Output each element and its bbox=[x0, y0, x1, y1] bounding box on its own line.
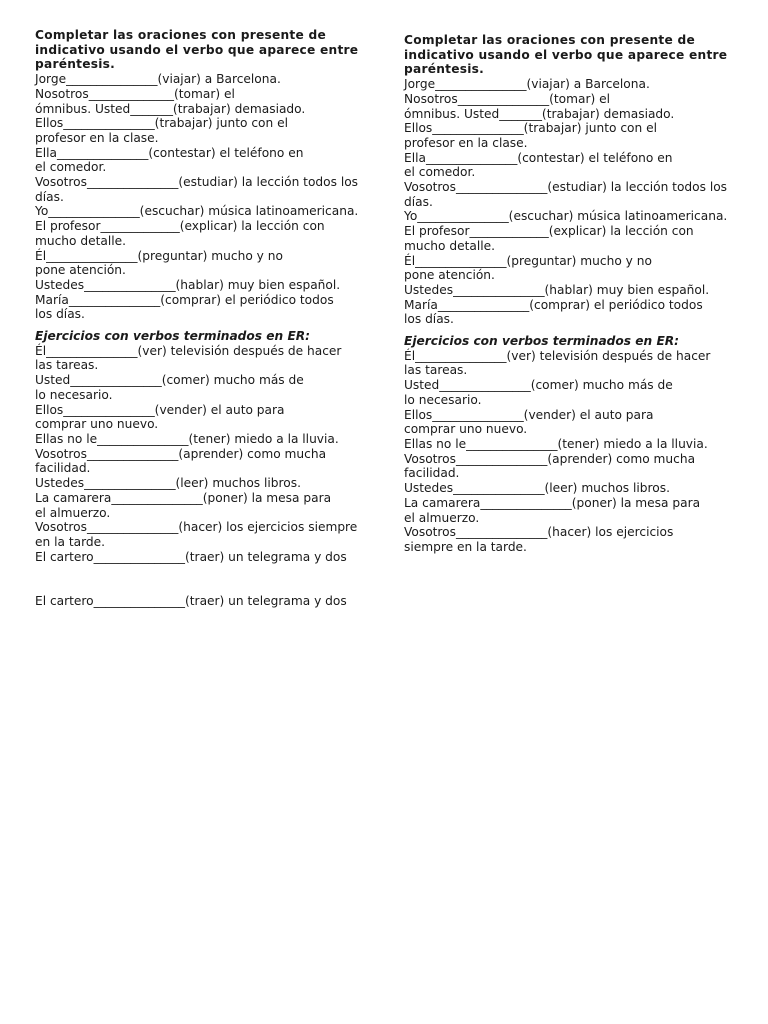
exercise-line: La camarera_______________(poner) la mesa para bbox=[35, 490, 332, 505]
exercise-line: facilidad. bbox=[404, 466, 460, 481]
exercise-line: facilidad. bbox=[35, 461, 91, 476]
exercise-line: El profesor_____________(explicar) la lección con bbox=[404, 224, 694, 239]
exercise-line: Él_______________(ver) televisión después de hacer bbox=[35, 343, 342, 358]
exercise-line: los días. bbox=[35, 307, 85, 322]
exercise-line: profesor en la clase. bbox=[404, 135, 528, 150]
exercise-line: ómnibus. Usted_______(trabajar) demasiado. bbox=[35, 101, 306, 116]
exercise-line: Él_______________(ver) televisión después de hacer bbox=[404, 348, 711, 363]
exercise-line: Él_______________(preguntar) mucho y no bbox=[35, 248, 283, 263]
exercise-line: mucho detalle. bbox=[35, 233, 126, 248]
exercise-line: el almuerzo. bbox=[404, 510, 480, 525]
exercise-line: Vosotros_______________(estudiar) la lección todos los bbox=[404, 180, 728, 195]
exercise-line: Ellos_______________(vender) el auto para bbox=[35, 402, 285, 417]
exercise-line: pone atención. bbox=[35, 263, 126, 278]
exercise-line: días. bbox=[35, 189, 64, 204]
exercise-line: en la tarde. bbox=[35, 534, 105, 549]
exercise-line: profesor en la clase. bbox=[35, 130, 159, 145]
exercise-list-ar bbox=[404, 77, 742, 327]
exercise-line: Vosotros_______________(hacer) los ejercicios siempre bbox=[35, 520, 358, 535]
exercise-line: El profesor_____________(explicar) la lección con bbox=[35, 219, 325, 234]
exercise-line: lo necesario. bbox=[35, 387, 113, 402]
exercise-line: Vosotros_______________(aprender) como mucha bbox=[35, 446, 327, 461]
exercise-line: Usted_______________(comer) mucho más de bbox=[404, 378, 673, 393]
instructions-heading: Completar las oraciones con presente de indicativo usando el verbo que aparece entre paréntesis. bbox=[404, 33, 728, 77]
exercise-line: ómnibus. Usted_______(trabajar) demasiado. bbox=[404, 106, 675, 121]
worksheet-column-right bbox=[404, 33, 742, 555]
exercise-line: Él_______________(preguntar) mucho y no bbox=[404, 253, 652, 268]
exercise-line: Vosotros_______________(aprender) como mucha bbox=[404, 451, 696, 466]
exercise-line: las tareas. bbox=[404, 363, 468, 378]
exercise-line-trailing: El cartero_______________(traer) un telegrama y dos bbox=[35, 594, 347, 609]
exercise-line: las tareas. bbox=[35, 358, 99, 373]
exercise-line: Ustedes_______________(leer) muchos libros. bbox=[35, 476, 301, 491]
exercise-line: Ustedes_______________(leer) muchos libros. bbox=[404, 481, 670, 496]
worksheet-column-left bbox=[35, 28, 373, 609]
exercise-line: los días. bbox=[404, 312, 454, 327]
er-verbs-heading: Ejercicios con verbos terminados en ER: bbox=[404, 334, 680, 349]
exercise-list-er bbox=[404, 349, 742, 555]
exercise-line: Ellas no le_______________(tener) miedo a la lluvia. bbox=[404, 436, 708, 451]
exercise-line: comprar uno nuevo. bbox=[35, 417, 159, 432]
spacer bbox=[35, 564, 373, 594]
exercise-line: Jorge_______________(viajar) a Barcelona. bbox=[404, 77, 650, 92]
exercise-line: Ellas no le_______________(tener) miedo a la lluvia. bbox=[35, 431, 339, 446]
instructions-heading: Completar las oraciones con presente de indicativo usando el verbo que aparece entre paréntesis. bbox=[35, 28, 359, 72]
exercise-line: Usted_______________(comer) mucho más de bbox=[35, 373, 304, 388]
exercise-line: siempre en la tarde. bbox=[404, 539, 527, 554]
exercise-line: pone atención. bbox=[404, 268, 495, 283]
exercise-line: comprar uno nuevo. bbox=[404, 422, 528, 437]
exercise-line: el comedor. bbox=[35, 160, 107, 175]
exercise-line: Ella_______________(contestar) el teléfono en bbox=[404, 150, 673, 165]
exercise-line: La camarera_______________(poner) la mesa para bbox=[404, 495, 701, 510]
exercise-line: María_______________(comprar) el periódico todos bbox=[404, 297, 703, 312]
exercise-list-er bbox=[35, 344, 373, 565]
exercise-line: lo necesario. bbox=[404, 392, 482, 407]
exercise-line: Ellos_______________(vender) el auto para bbox=[404, 407, 654, 422]
exercise-line: mucho detalle. bbox=[404, 238, 495, 253]
exercise-line: Ellos_______________(trabajar) junto con el bbox=[404, 121, 657, 136]
exercise-line: Ustedes_______________(hablar) muy bien español. bbox=[35, 277, 341, 292]
exercise-line: Jorge_______________(viajar) a Barcelona. bbox=[35, 72, 281, 87]
exercise-line: Ellos_______________(trabajar) junto con el bbox=[35, 116, 288, 131]
exercise-line: Nosotros______________(tomar) el bbox=[35, 86, 235, 101]
exercise-line: El cartero_______________(traer) un telegrama y dos bbox=[35, 549, 347, 564]
exercise-line: Vosotros_______________(estudiar) la lección todos los bbox=[35, 175, 359, 190]
exercise-line: Vosotros_______________(hacer) los ejercicios bbox=[404, 525, 674, 540]
exercise-line: Ella_______________(contestar) el teléfono en bbox=[35, 145, 304, 160]
exercise-line: Nosotros_______________(tomar) el bbox=[404, 91, 610, 106]
er-verbs-heading: Ejercicios con verbos terminados en ER: bbox=[35, 329, 311, 344]
exercise-line: el almuerzo. bbox=[35, 505, 111, 520]
exercise-line: días. bbox=[404, 194, 433, 209]
exercise-line: María_______________(comprar) el periódico todos bbox=[35, 292, 334, 307]
exercise-line: el comedor. bbox=[404, 165, 476, 180]
exercise-line: Yo_______________(escuchar) música latinoamericana. bbox=[35, 204, 359, 219]
exercise-list-ar bbox=[35, 72, 373, 322]
exercise-line: Ustedes_______________(hablar) muy bien español. bbox=[404, 282, 710, 297]
exercise-line: Yo_______________(escuchar) música latinoamericana. bbox=[404, 209, 728, 224]
